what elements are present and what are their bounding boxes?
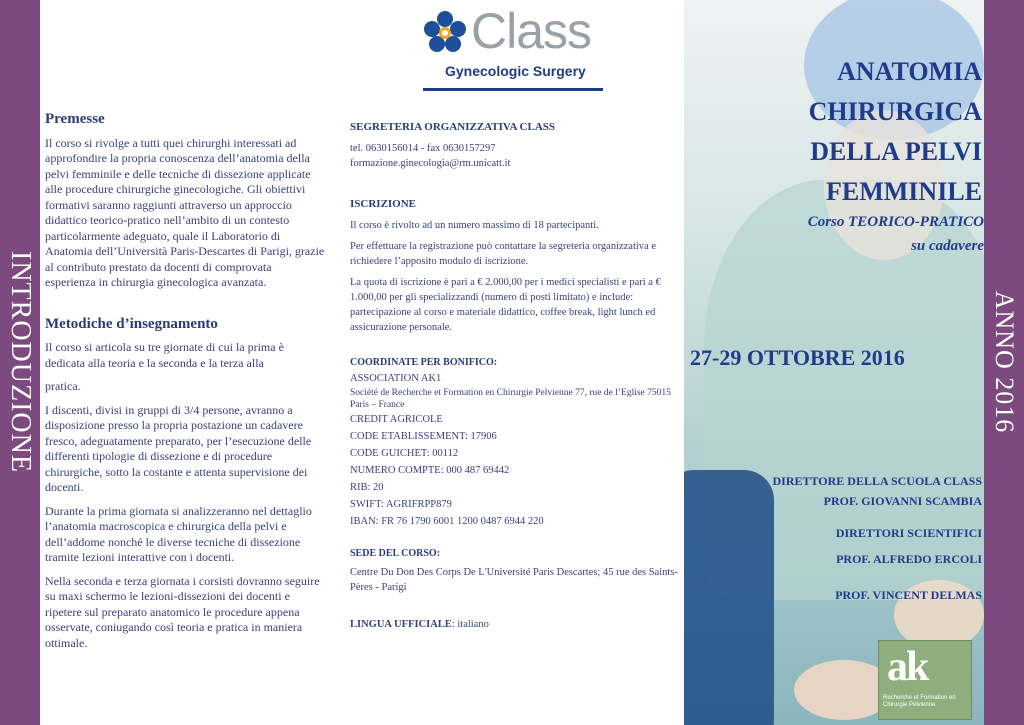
segreteria-email[interactable]: formazione.ginecologia@rm.unicatt.it [350, 158, 511, 169]
lingua-line [350, 617, 680, 632]
section-title-sede: SEDE DEL CORSO: [350, 548, 441, 559]
sede-text: Centre Du Don Des Corps De L'Université Paris Descartes; 45 rue des Saints-Pères - Parigi [350, 567, 678, 593]
lingua-value: : italiano [451, 619, 489, 630]
ak-logo-mark: ak [887, 644, 928, 690]
bonifico-details [350, 370, 680, 530]
column-introduction [45, 112, 325, 659]
course-title-line: FEMMINILE [826, 177, 982, 206]
ak-logo-caption: Recherche et Formation en Chirurgie Pelvienne [883, 695, 956, 708]
scientific-directors-role: DIRETTORI SCIENTIFICI [835, 526, 982, 540]
bonifico-line: Société de Recherche et Formation en Chirurgie Pelvienne 77, rue de l’Eglise 75015 Paris – France [350, 388, 671, 410]
metodiche-paragraph-2: I discenti, divisi in gruppi di 3/4 persone, avranno a disposizione presso la propria postazione un cadavere fresco, adeguatamente preparato, per l’esecuzione delle differenti tipologie di dissezione e di procedure chirurgiche, sotto la costante e attenta supervisione dei docenti. [45, 402, 312, 494]
scientific-director-2: PROF. VINCENT DELMAS [835, 588, 982, 602]
metodiche-paragraph-1: Il corso si articola su tre giornate di cui la prima è dedicata alla teoria e la seconda e la terza alla [45, 340, 284, 370]
premesse-text: Il corso si rivolge a tutti quei chirurghi interessati ad approfondire la propria conoscenza dell’anatomia della pelvi femminile e delle tecniche di dissezione applicate alle procedure chirurgiche ginecologiche. Gli obiettivi formativi saranno raggiunti attraverso un approccio didattico teorico-pratico nell’ambito di un contesto particolarmente adeguato, quale il Laboratorio di Anatomia dell’Università Paris-Descartes di Parigi, grazie al contributo prestato da docenti di comprovata esperienza in chirurgia ginecologica avanzata. [45, 135, 325, 289]
bonifico-line: CODE GUICHET: 00112 [350, 448, 459, 459]
course-title-line: ANATOMIA [837, 57, 982, 86]
bonifico-line: CODE ETABLISSEMENT: 17906 [350, 431, 497, 442]
bonifico-line: ASSOCIATION AK1 [350, 373, 442, 384]
scientific-director-1: PROF. ALFREDO ERCOLI [836, 552, 982, 566]
iscrizione-paragraph-1: Il corso è rivolto ad un numero massimo di 18 partecipanti. [350, 220, 599, 231]
logo-underline [423, 88, 603, 91]
section-title-iscrizione: ISCRIZIONE [350, 198, 417, 210]
subtitle-line-1: Corso TEORICO-PRATICO [807, 214, 984, 230]
segreteria-phone: tel. 0630156014 - fax 0630157297 [350, 143, 496, 154]
bonifico-line: CREDIT AGRICOLE [350, 414, 443, 425]
side-label-introduzione: INTRODUZIONE [5, 251, 36, 473]
bonifico-line: SWIFT: AGRIFRPP879 [350, 499, 452, 510]
course-dates: 27-29 OTTOBRE 2016 [690, 345, 905, 370]
section-title-segreteria: SEGRETERIA ORGANIZZATIVA CLASS [350, 121, 555, 133]
logo-wordmark: Class [471, 3, 592, 59]
directors-block [724, 471, 982, 605]
bonifico-line: IBAN: FR 76 1790 6001 1200 0487 6944 220 [350, 516, 544, 527]
iscrizione-paragraph-2: Per effettuare la registrazione può contattare la segreteria organizzativa e richiedere l’apposito modulo di iscrizione. [350, 241, 656, 267]
side-label-anno: ANNO 2016 [990, 290, 1019, 434]
metodiche-paragraph-3: Durante la prima giornata si analizzeranno nel dettaglio l’anatomia macroscopica e chirurgica della pelvi e dell’addome nonché le diverse tecniche di dissezione tramite lezioni interattive con i docenti. [45, 503, 312, 564]
iscrizione-paragraph-3: La quota di iscrizione è pari a € 2.000,00 per i medici specialisti e pari a € 1.000,00 per gli specializzandi (numero di posti limitato) e include: partecipazione al corso e materiale didattico, coffee break, light lunch ed assicurazione personale. [350, 277, 661, 333]
course-title [724, 52, 982, 212]
bonifico-line: RIB: 20 [350, 482, 384, 493]
school-director-name: PROF. GIOVANNI SCAMBIA [823, 494, 982, 508]
metodiche-paragraph-4: Nella seconda e terza giornata i corsisti dovranno seguire su maxi schermo le lezioni-dissezioni dei docenti e ripetere sul preparato anatomico le procedure appena osservate, coniugando così teoria e pratica in maniera ottimale. [45, 573, 320, 650]
logo-tagline: Gynecologic Surgery [445, 63, 586, 79]
school-director-role: DIRETTORE DELLA SCUOLA CLASS [772, 474, 982, 488]
section-title-premesse: Premesse [45, 111, 105, 127]
subtitle-line-2: su cadavere [911, 238, 984, 254]
course-subtitle [724, 210, 984, 258]
flower-logo-icon [423, 10, 467, 54]
column-info [350, 120, 680, 632]
class-logo [423, 3, 603, 93]
metodiche-paragraph-1b: pratica. [45, 379, 81, 393]
section-title-bonifico: COORDINATE PER BONIFICO: [350, 357, 498, 368]
section-title-metodiche: Metodiche d’insegnamento [45, 315, 218, 332]
lingua-label: LINGUA UFFICIALE [350, 619, 452, 630]
course-title-line: DELLA PELVI [810, 137, 982, 166]
bonifico-line: NUMERO COMPTE: 000 487 69442 [350, 465, 510, 476]
ak-association-logo [878, 640, 972, 720]
course-title-line: CHIRURGICA [808, 97, 982, 126]
